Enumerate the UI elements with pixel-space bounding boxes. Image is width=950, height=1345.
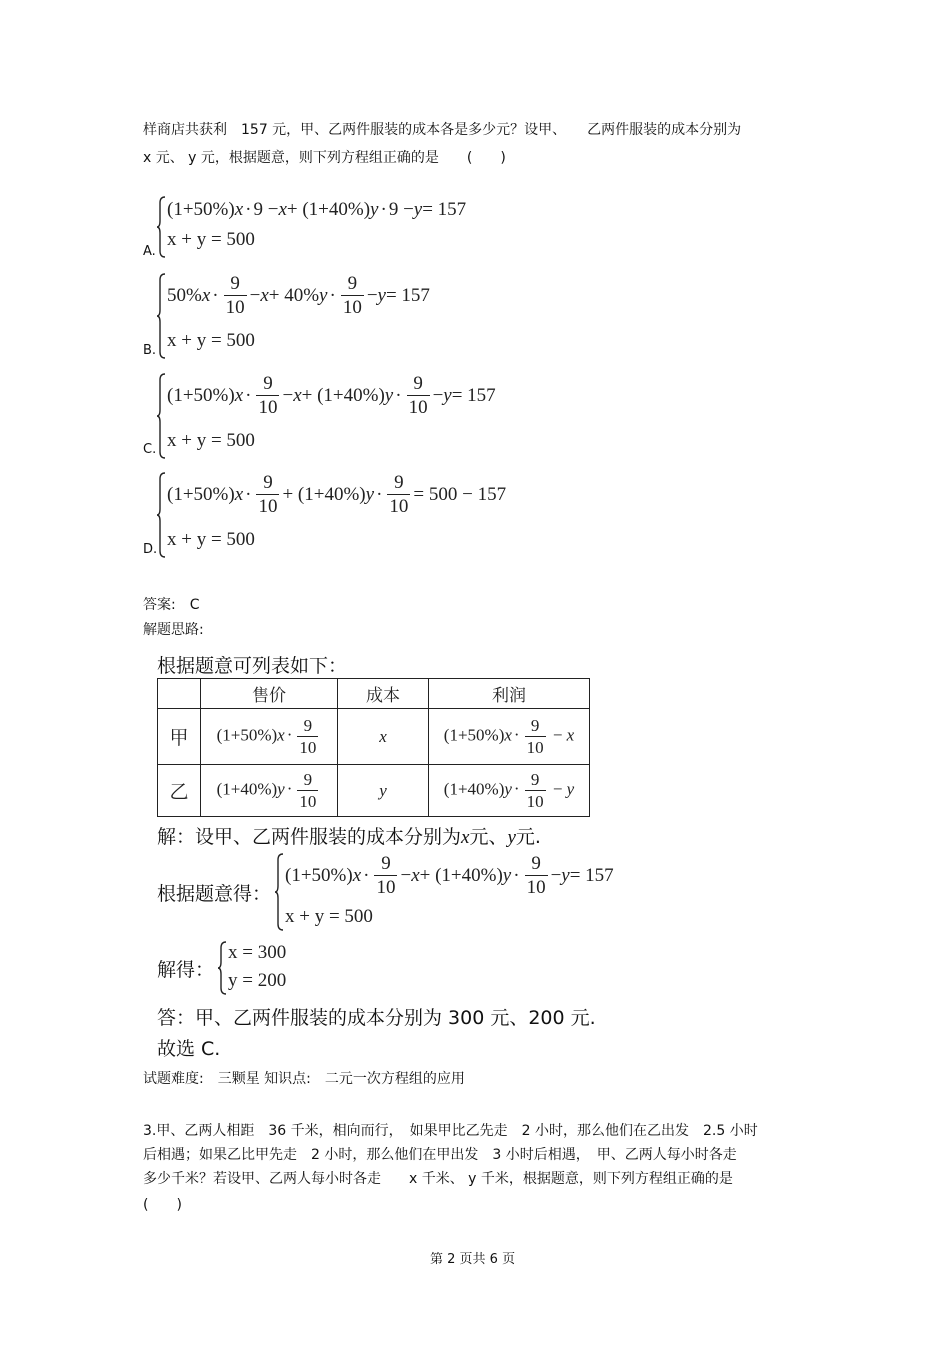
solution-result-x: x = 300 — [228, 942, 287, 963]
table-header-row — [158, 679, 590, 709]
solution-eq2: x + y = 500 — [285, 906, 373, 927]
option-d-eq2: x + y = 500 — [167, 529, 255, 550]
solution-let-line: 解：设甲、乙两件服装的成本分别为x元、y元. — [157, 826, 541, 848]
answer-line: 答案: C — [143, 597, 200, 613]
option-a-label[interactable]: A. — [143, 244, 156, 259]
option-a-equation-system — [157, 195, 517, 259]
question3-line1: 3.甲、乙两人相距 36 千米，相向而行， 如果甲比乙先走 2 小时，那么他们在乙出发 2.5 小时 — [143, 1123, 758, 1139]
option-a-eq2: x + y = 500 — [167, 229, 255, 250]
difficulty-knowledge-line: 试题难度: 三颗星 知识点: 二元一次方程组的应用 — [143, 1071, 465, 1087]
question3-line3: 多少千米？若设甲、乙两人每小时各走 x 千米、 y 千米，根据题意，则下列方程组正确的是 — [143, 1171, 733, 1187]
brace-icon — [157, 195, 167, 259]
option-b-equation-system — [157, 272, 517, 360]
solution-result-y: y = 200 — [228, 970, 287, 991]
option-b-label[interactable]: B. — [143, 343, 157, 358]
table-cell-profit-yi: (1+40%)y · $\frac{9}{10}$ − y — [429, 765, 590, 817]
table-row — [158, 709, 590, 765]
table-cell-profit-jia: (1+50%)x · $\frac{9}{10}$ − x — [429, 709, 590, 765]
option-c-label[interactable]: C. — [143, 442, 157, 457]
table-corner-cell — [158, 679, 201, 709]
solution-solve-label: 解得： — [157, 959, 215, 981]
option-d-label[interactable]: D. — [143, 542, 158, 557]
option-b-eq2: x + y = 500 — [167, 330, 255, 351]
solution-final-answer: 答：甲、乙两件服装的成本分别为 300 元、200 元. — [157, 1007, 596, 1029]
option-c-equation-system — [157, 372, 537, 460]
question3-line4: ( ) — [143, 1197, 182, 1213]
option-c-eq2: x + y = 500 — [167, 430, 255, 451]
brace-icon — [218, 940, 228, 996]
question2-line2: x 元、 y 元，根据题意，则下列方程组正确的是 ( ) — [143, 150, 506, 166]
solution-choose: 故选 C. — [157, 1038, 221, 1060]
table-header-price: 售价 — [201, 679, 338, 709]
option-d-eq1: (1+50%) x · $\frac{9}{10}$ + (1+40%) y · $\frac{9}{10}$ = 500 − 157 — [167, 472, 507, 517]
table-cell-price-yi: (1+40%)y · $\frac{9}{10}$ — [201, 765, 338, 817]
option-b-eq1: 50% x · $\frac{9}{10}$ − x + 40% y · $\frac{9}{10}$ − y = 157 — [167, 273, 430, 318]
solution-result-system — [218, 940, 338, 996]
solution-by-meaning-label: 根据题意得： — [157, 883, 272, 905]
table-row — [158, 765, 590, 817]
brace-icon — [157, 471, 167, 559]
option-c-eq1: (1+50%) x · $\frac{9}{10}$ − x + (1+40%) y · $\frac{9}{10}$ − y = 157 — [167, 373, 496, 418]
brace-icon — [275, 852, 285, 932]
table-header-profit: 利润 — [429, 679, 590, 709]
table-header-cost: 成本 — [338, 679, 429, 709]
analysis-label: 解题思路: — [143, 622, 204, 638]
table-cell-cost-jia: x — [338, 709, 429, 765]
table-cell-price-jia: (1+50%)x · $\frac{9}{10}$ — [201, 709, 338, 765]
option-d-equation-system — [157, 471, 537, 559]
brace-icon — [157, 272, 167, 360]
question3-line2: 后相遇；如果乙比甲先走 2 小时，那么他们在甲出发 3 小时后相遇， 甲、乙两人每小时各走 — [143, 1147, 737, 1163]
solution-equation-system — [275, 852, 655, 932]
table-cell-cost-yi: y — [338, 765, 429, 817]
page-footer: 第 2 页共 6 页 — [430, 1252, 516, 1267]
table-row-label-jia: 甲 — [158, 709, 201, 765]
solution-table — [157, 678, 590, 817]
question2-line1: 样商店共获利 157 元，甲、乙两件服装的成本各是多少元？设甲、 乙两件服装的成本分别为 — [143, 122, 742, 138]
option-a-eq1: (1+50%) x · 9 − x + (1+40%) y · 9 − y = 157 — [167, 199, 467, 220]
solution-eq1: (1+50%) x · $\frac{9}{10}$ − x + (1+40%) y · $\frac{9}{10}$ − y = 157 — [285, 853, 614, 898]
table-row-label-yi: 乙 — [158, 765, 201, 817]
solution-intro: 根据题意可列表如下： — [157, 655, 348, 677]
brace-icon — [157, 372, 167, 460]
